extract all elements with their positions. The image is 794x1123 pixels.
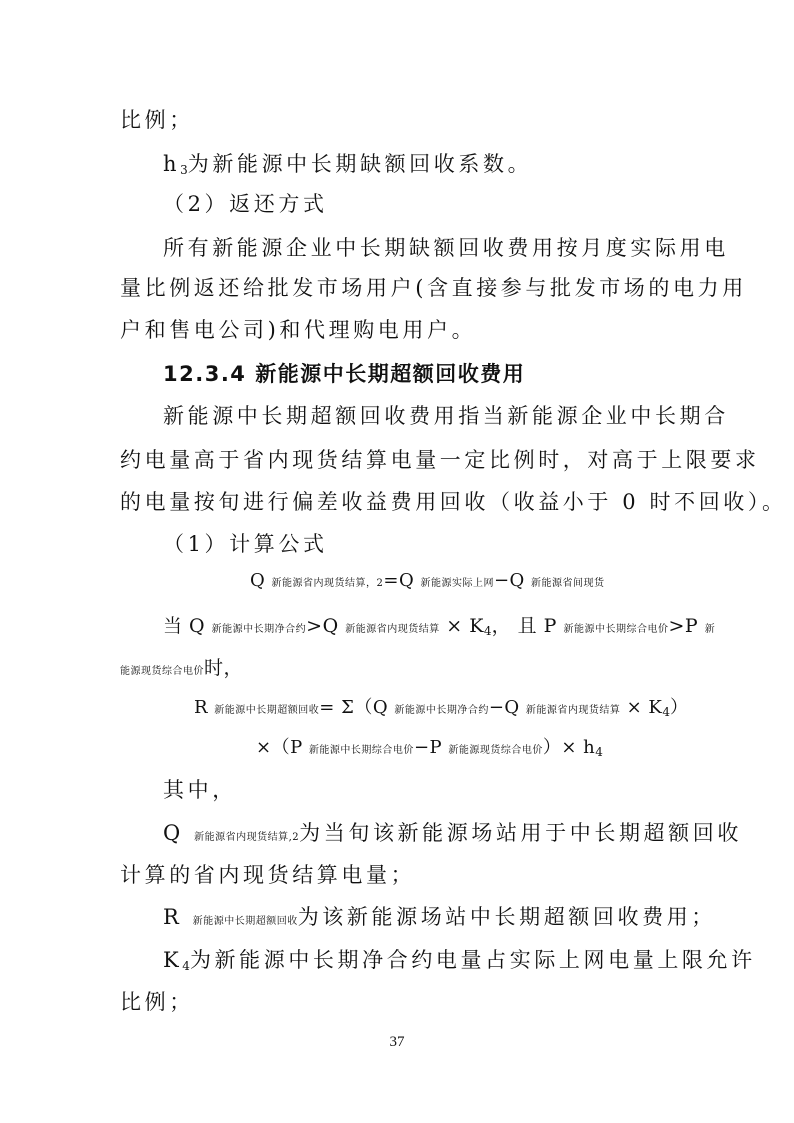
text-line: 新能源中长期超额回收费用指当新能源企业中长期合 bbox=[163, 404, 729, 428]
formula-condition-cont bbox=[120, 653, 243, 680]
text-line: 所有新能源企业中长期缺额回收费用按月度实际用电 bbox=[163, 236, 729, 260]
text-segment: 为当旬该新能源场站用于中长期超额回收 bbox=[299, 821, 742, 845]
text-line bbox=[163, 944, 756, 974]
subscript: 新能源中长期净合约 bbox=[394, 705, 489, 716]
page-number: 37 bbox=[389, 1034, 405, 1050]
subscript: 新能源中长期超额回收 bbox=[192, 916, 298, 927]
text-line: 计算的省内现货结算电量； bbox=[120, 863, 416, 887]
formula-symbol: Q bbox=[250, 570, 266, 591]
var-h: h bbox=[163, 152, 181, 176]
subscript: 新能源省内现货结算,2 bbox=[194, 832, 300, 843]
formula-condition bbox=[163, 611, 715, 638]
subscript: 4 bbox=[483, 624, 492, 638]
text-line: 量比例返还给批发市场用户(含直接参与批发市场的电力用 bbox=[120, 276, 747, 300]
text-segment: 为新能源中长期净合约电量占实际上网电量上限允许 bbox=[189, 948, 756, 972]
subsection-label: （1）计算公式 bbox=[163, 532, 328, 556]
formula-symbol: >P bbox=[668, 615, 699, 637]
text-line: 的电量按旬进行偏差收益费用回收（收益小于 0 时不回收）。 bbox=[120, 490, 787, 514]
formula-symbol: = Σ（Q bbox=[319, 697, 389, 718]
subscript: 4 bbox=[182, 959, 190, 973]
formula-symbol: × K bbox=[439, 615, 484, 637]
subsection-label: （2）返还方式 bbox=[163, 192, 328, 216]
text-segment: 为该新能源场站中长期超额回收费用； bbox=[297, 905, 716, 929]
text-line: 比例； bbox=[120, 108, 194, 132]
text-line: 户和售电公司)和代理购电用户。 bbox=[120, 318, 477, 342]
subscript: 新 bbox=[704, 624, 716, 635]
section-heading: 12.3.4 新能源中长期超额回收费用 bbox=[163, 362, 526, 386]
formula-symbol: −Q bbox=[493, 570, 525, 591]
text-line: 其中， bbox=[163, 778, 237, 802]
text-segment: 时， bbox=[204, 657, 244, 679]
formula-q-definition bbox=[250, 570, 605, 591]
formula-r-definition-cont bbox=[256, 733, 603, 759]
subscript: 新能源现货综合电价 bbox=[448, 745, 543, 756]
subscript: 3 bbox=[180, 163, 188, 177]
subscript: 4 bbox=[595, 745, 603, 759]
text-line: 约电量高于省内现货结算电量一定比例时，对高于上限要求 bbox=[120, 448, 760, 472]
formula-symbol: −P bbox=[413, 737, 443, 758]
formula-symbol: ， 且 P bbox=[491, 615, 557, 637]
subscript: 新能源实际上网 bbox=[420, 578, 494, 589]
text-line bbox=[163, 817, 742, 847]
formula-symbol: >Q bbox=[306, 615, 339, 637]
formula-r-definition bbox=[194, 693, 689, 719]
subscript: 能源现货综合电价 bbox=[120, 666, 204, 677]
formula-symbol: ）× h bbox=[542, 737, 596, 758]
formula-symbol: × K bbox=[620, 697, 663, 718]
formula-symbol: K bbox=[163, 948, 183, 972]
formula-symbol: Q bbox=[163, 821, 184, 845]
subscript: 新能源省间现货 bbox=[531, 578, 605, 589]
subscript: 新能源中长期综合电价 bbox=[563, 624, 669, 635]
text-line bbox=[163, 148, 532, 178]
formula-symbol: ） bbox=[670, 697, 689, 718]
subscript: 新能源省内现货结算 bbox=[525, 705, 621, 716]
formula-symbol: R bbox=[194, 697, 209, 718]
text-line bbox=[163, 901, 716, 931]
subscript: 新能源中长期净合约 bbox=[211, 624, 307, 635]
subscript: 4 bbox=[662, 705, 671, 719]
formula-symbol: 当 Q bbox=[163, 615, 206, 637]
subscript: 新能源中长期超额回收 bbox=[214, 705, 320, 716]
subscript: 新能源省内现货结算，2 bbox=[271, 578, 384, 589]
formula-symbol: R bbox=[163, 905, 183, 929]
text-segment: 为新能源中长期缺额回收系数。 bbox=[187, 152, 533, 176]
formula-symbol: ×（P bbox=[256, 737, 303, 758]
formula-symbol: =Q bbox=[383, 570, 415, 591]
text-line: 比例； bbox=[120, 990, 194, 1014]
formula-symbol: −Q bbox=[488, 697, 520, 718]
subscript: 新能源省内现货结算 bbox=[345, 624, 440, 635]
subscript: 新能源中长期综合电价 bbox=[308, 745, 414, 756]
